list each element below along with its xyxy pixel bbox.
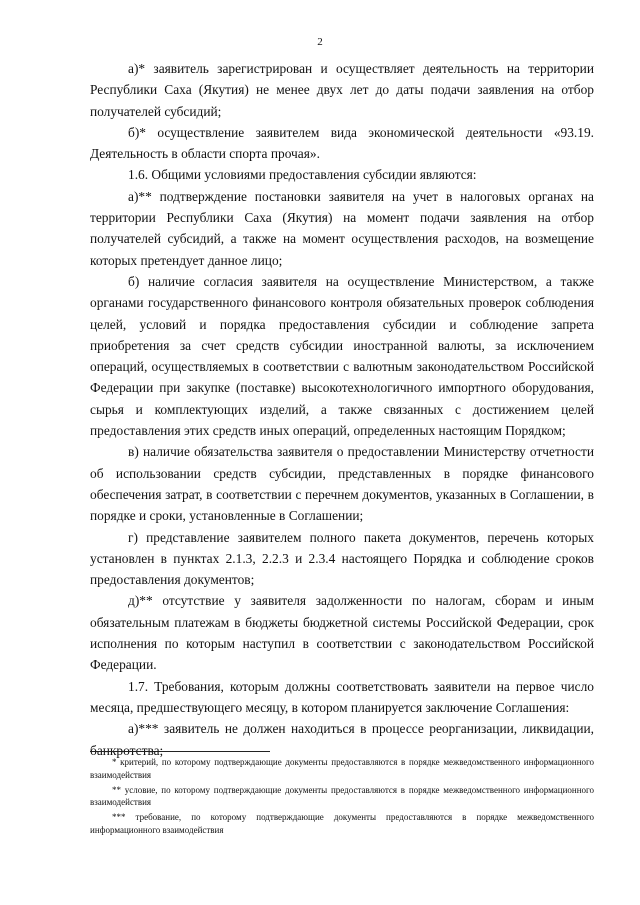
paragraph-condition-a: а)** подтверждение постановки заявителя на учет в налоговых органах на территории Республики Саха (Якутия) на момент подачи заявления на отбор получателей субсидий, а также на момент осуществления расходов, на возмещение которых претендует данное лицо; [90,188,594,268]
paragraph-condition-b: б) наличие согласия заявителя на осуществление Министерством, а также органами государственного финансового контроля обязательных проверок соблюдения целей, условий и порядка предоставления субсидии и соблюдение запрета приобретения за счет средств субсидии иностранной валюты, за исключением операций, осуществляемых в соответствии с валютным законодательством Российской Федерации при закупке (поставке) высокотехнологичного импортного оборудования, сырья и комплектующих изделий, а также связанных с достижением целей предоставления этих средств иных операций, определенных настоящим Порядком; [90,273,594,439]
paragraph-1-6-heading: 1.6. Общими условиями предоставления субсидии являются: [128,167,477,183]
paragraph-condition-v: в) наличие обязательства заявителя о предоставлении Министерству отчетности об использовании средств субсидии, представленных в порядке финансового обеспечения затрат, в соответствии с перечнем документов, указанных в Соглашении, в порядке и сроки, установленные в Соглашении; [90,444,594,524]
paragraph-requirement-a: а)*** заявитель не должен находиться в процессе реорганизации, ликвидации, банкротства; [90,721,594,758]
footnote-requirement: *** требование, по которому подтверждающие документы предоставляются в порядке межведомственного информационного взаимодействия [90,812,594,835]
footnote-divider [90,751,270,752]
paragraph-1-7-heading: 1.7. Требования, которым должны соответствовать заявители на первое число месяца, предшествующего месяцу, в котором планируется заключение Соглашения: [90,678,594,715]
paragraph-condition-g: г) представление заявителем полного пакета документов, перечень которых установлен в пунктах 2.1.3, 2.2.3 и 2.3.4 настоящего Порядка и соблюдение сроков предоставления документов; [90,529,594,588]
paragraph-criterion-a: а)* заявитель зарегистрирован и осуществляет деятельность на территории Республики Саха (Якутия) не менее двух лет до даты подачи заявления на отбор получателей субсидий; [90,61,594,119]
footnote-condition: ** условие, по которому подтверждающие документы предоставляются в порядке межведомственного информационного взаимодействия [90,784,594,808]
footnote-criterion: * критерий, по которому подтверждающие документы предоставляются в порядке межведомственного информационного взаимодействия [90,757,594,780]
document-body [90,58,594,761]
footnotes [90,756,594,839]
paragraph-condition-d: д)** отсутствие у заявителя задолженности по налогам, сборам и иным обязательным платежам в бюджеты бюджетной системы Российской Федерации, срок исполнения по которым наступил в соответствии с законодательством Российской Федерации. [90,593,594,673]
paragraph-criterion-b: б)* осуществление заявителем вида экономической деятельности «93.19. Деятельность в области спорта прочая». [90,124,594,162]
page-number: 2 [317,36,323,48]
